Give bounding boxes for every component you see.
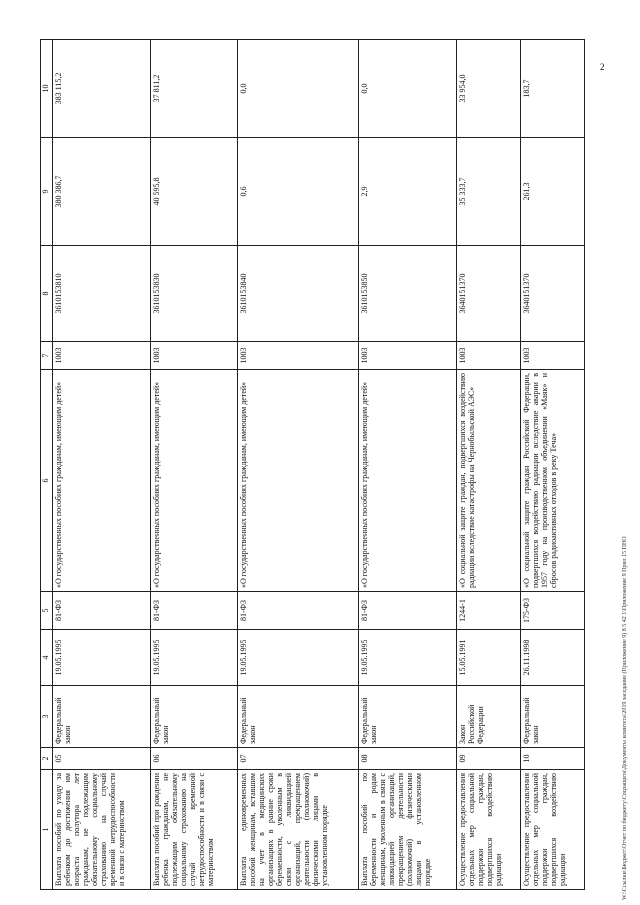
row-code: 09 — [457, 748, 521, 770]
legal-act-type: Федеральный закон — [359, 686, 457, 748]
legal-act-title: «О социальной защите граждан Российской Федерации, подвергшихся воздействию радиации вследствие аварии в 1957 году на производственном объединении «Маяк» и сбросов радиоактивных отходов в реку Теча» — [521, 370, 585, 592]
column-number: 3 — [41, 686, 53, 748]
legal-act-number: 1244-1 — [457, 592, 521, 630]
obligation-name: Осуществление предоставления отдельных мер социальной поддержки граждан, подвергшихся воздействию радиации — [521, 770, 585, 890]
amount-col10: 37 811,2 — [151, 40, 238, 138]
amount-col10: 183,7 — [521, 40, 585, 138]
legal-act-type: Федеральный закон — [151, 686, 238, 748]
budget-section: 1003 — [53, 342, 151, 370]
target-item-code: 3610153850 — [359, 246, 457, 342]
row-code: 08 — [359, 748, 457, 770]
amount-col9: 0,6 — [237, 138, 358, 246]
obligation-name: Осуществление предоставления отдельных мер социальной поддержки граждан, подвергшихся воздействию радиации — [457, 770, 521, 890]
column-number: 7 — [41, 342, 53, 370]
legal-act-title: «О государственных пособиях гражданам, имеющим детей» — [53, 370, 151, 592]
obligation-name: Выплата пособий по беременности и родам женщинам, уволенным в связи с ликвидацией организаций, прекращением деятельности (полномочий) физическими лицами в установленном порядке — [359, 770, 457, 890]
column-number: 2 — [41, 748, 53, 770]
row-code: 05 — [53, 748, 151, 770]
legal-act-title: «О государственных пособиях гражданам, имеющим детей» — [151, 370, 238, 592]
file-path-footer: W:\Ссылки\Бюджет\Отчет по бюджету\Соцзащита\Документы комитета\2019 заседание (Приложение 9) 8 5 42 1\Приложение 9 Прил 15 ПНО — [622, 536, 628, 900]
amount-col9: 2,9 — [359, 138, 457, 246]
column-number: 1 — [41, 770, 53, 890]
column-number: 8 — [41, 246, 53, 342]
column-number: 4 — [41, 630, 53, 686]
obligation-name: Выплата пособий по уходу за ребенком до достижения им возраста полутора лет гражданам, не подлежащим обязательному социальному страхованию на случай временной нетрудоспособности и в связи с материнством — [53, 770, 151, 890]
column-number: 9 — [41, 138, 53, 246]
legal-act-title: «О социальной защите граждан, подвергшихся воздействию радиации вследствие катастрофы на Чернобыльской АЭС» — [457, 370, 521, 592]
target-item-code: 3610153840 — [237, 246, 358, 342]
legal-act-number: 81-ФЗ — [237, 592, 358, 630]
budget-section: 1003 — [457, 342, 521, 370]
table-row — [53, 40, 151, 890]
table-row — [457, 40, 521, 890]
legal-act-date: 19.05.1995 — [359, 630, 457, 686]
obligation-name: Выплата пособий при рождении ребенка гражданам, не подлежащим обязательному социальному страхованию на случай временной нетрудоспособности и в связи с материнством — [151, 770, 238, 890]
budget-section: 1003 — [521, 342, 585, 370]
legal-act-date: 15.05.1991 — [457, 630, 521, 686]
legal-act-title: «О государственных пособиях гражданам, имеющим детей» — [359, 370, 457, 592]
budget-section: 1003 — [359, 342, 457, 370]
amount-col9: 261,3 — [521, 138, 585, 246]
legal-act-type: Закон Российской Федерации — [457, 686, 521, 748]
table-row — [237, 40, 358, 890]
page-number: 2 — [600, 62, 605, 72]
budget-obligations-table — [40, 39, 585, 890]
legal-act-type: Федеральный закон — [237, 686, 358, 748]
legal-act-type: Федеральный закон — [521, 686, 585, 748]
amount-col10: 33 954,0 — [457, 40, 521, 138]
amount-col9: 35 333,7 — [457, 138, 521, 246]
amount-col10: 383 115,2 — [53, 40, 151, 138]
row-code: 07 — [237, 748, 358, 770]
legal-act-type: Федеральный закон — [53, 686, 151, 748]
table-row — [359, 40, 457, 890]
row-code: 10 — [521, 748, 585, 770]
legal-act-number: 81-ФЗ — [151, 592, 238, 630]
legal-act-title: «О государственных пособиях гражданам, имеющим детей» — [237, 370, 358, 592]
amount-col10: 0,0 — [237, 40, 358, 138]
legal-act-date: 19.05.1995 — [151, 630, 238, 686]
legal-act-number: 175-ФЗ — [521, 592, 585, 630]
legal-act-date: 19.05.1995 — [53, 630, 151, 686]
budget-section: 1003 — [237, 342, 358, 370]
budget-section: 1003 — [151, 342, 238, 370]
row-code: 06 — [151, 748, 238, 770]
rotated-table-container — [40, 40, 585, 890]
column-number: 6 — [41, 370, 53, 592]
target-item-code: 3640151370 — [521, 246, 585, 342]
target-item-code: 3610153830 — [151, 246, 238, 342]
obligation-name: Выплата единовременных пособий женщинам, вставшим на учет в медицинских организациях в ранние сроки беременности, уволенным в связи с ликвидацией организаций, прекращением деятельности (полномочий) физическими лицами в установленном порядке — [237, 770, 358, 890]
target-item-code: 3610153810 — [53, 246, 151, 342]
amount-col9: 40 595,8 — [151, 138, 238, 246]
legal-act-date: 19.05.1995 — [237, 630, 358, 686]
column-number: 10 — [41, 40, 53, 138]
legal-act-number: 81-ФЗ — [359, 592, 457, 630]
amount-col9: 380 386,7 — [53, 138, 151, 246]
column-number-row — [41, 40, 53, 890]
legal-act-date: 26.11.1998 — [521, 630, 585, 686]
table-row — [151, 40, 238, 890]
table-row — [521, 40, 585, 890]
amount-col10: 0,0 — [359, 40, 457, 138]
legal-act-number: 81-ФЗ — [53, 592, 151, 630]
column-number: 5 — [41, 592, 53, 630]
target-item-code: 3640151370 — [457, 246, 521, 342]
